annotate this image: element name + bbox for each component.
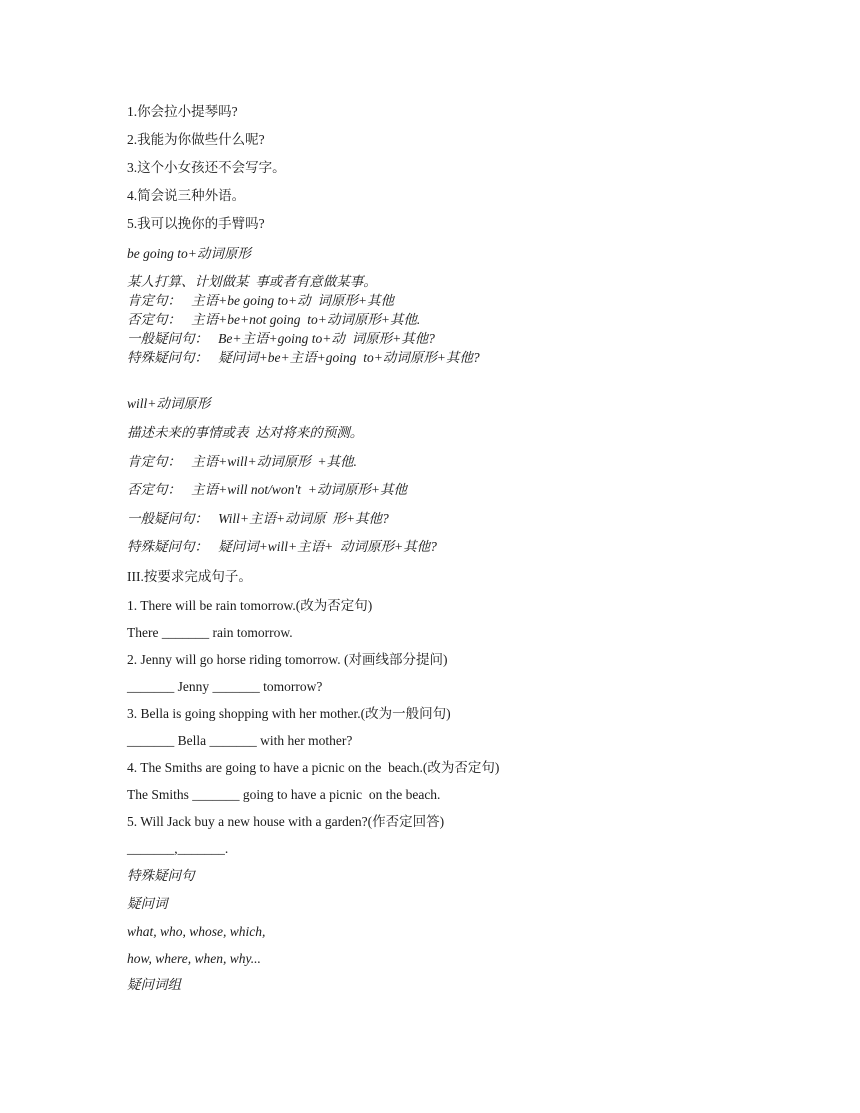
- exercise-question-2: 2. Jenny will go horse riding tomorrow. (对画线部分提问): [127, 652, 448, 667]
- translation-item-4: 4.简会说三种外语。: [127, 188, 246, 203]
- grammar-rule-wh-question: 特殊疑问句： 疑问词+will+主语+ 动词原形+其他?: [127, 539, 437, 554]
- grammar-subheading-question-words: 疑问词: [127, 896, 168, 911]
- grammar-rule-affirmative: 肯定句： 主语+will+动词原形 +其他.: [127, 454, 357, 469]
- exercise-answer-2: _______ Jenny _______ tomorrow?: [127, 679, 323, 694]
- grammar-rule-negative: 否定句： 主语+be+not going to+动词原形+其他.: [127, 312, 421, 327]
- question-words-list: how, where, when, why...: [127, 951, 261, 966]
- grammar-rule-negative: 否定句： 主语+will not/won't +动词原形+其他: [127, 482, 407, 497]
- question-words-list: what, who, whose, which,: [127, 924, 266, 939]
- grammar-heading-wh-questions: 特殊疑问句: [127, 868, 195, 883]
- exercise-question-5: 5. Will Jack buy a new house with a garden?(作否定回答): [127, 814, 445, 829]
- grammar-heading-will: will+动词原形: [127, 396, 211, 411]
- translation-item-1: 1.你会拉小提琴吗?: [127, 104, 238, 119]
- exercise-question-4: 4. The Smiths are going to have a picnic on the beach.(改为否定句): [127, 760, 500, 775]
- grammar-rule-affirmative: 肯定句： 主语+be going to+动 词原形+其他: [127, 293, 394, 308]
- grammar-heading-be-going-to: be going to+动词原形: [127, 246, 251, 261]
- exercise-answer-1: There _______ rain tomorrow.: [127, 625, 293, 640]
- grammar-rule-yes-no-question: 一般疑问句： Be+主语+going to+动 词原形+其他?: [127, 331, 435, 346]
- translation-item-3: 3.这个小女孩还不会写字。: [127, 160, 286, 175]
- exercise-question-1: 1. There will be rain tomorrow.(改为否定句): [127, 598, 373, 613]
- translation-item-5: 5.我可以挽你的手臂吗?: [127, 216, 265, 231]
- exercise-answer-5: _______,_______.: [127, 841, 229, 856]
- grammar-rule-yes-no-question: 一般疑问句： Will+主语+动词原 形+其他?: [127, 511, 389, 526]
- translation-item-2: 2.我能为你做些什么呢?: [127, 132, 265, 147]
- grammar-rule-wh-question: 特殊疑问句： 疑问词+be+主语+going to+动词原形+其他?: [127, 350, 480, 365]
- exercise-answer-4: The Smiths _______ going to have a picnic on the beach.: [127, 787, 441, 802]
- grammar-definition: 某人打算、计划做某 事或者有意做某事。: [127, 274, 377, 289]
- grammar-definition: 描述未来的事情或表 达对将来的预测。: [127, 425, 364, 440]
- section-heading-exercise: III.按要求完成句子。: [127, 569, 252, 584]
- exercise-question-3: 3. Bella is going shopping with her mother.(改为一般问句): [127, 706, 451, 721]
- exercise-answer-3: _______ Bella _______ with her mother?: [127, 733, 353, 748]
- grammar-subheading-question-phrases: 疑问词组: [127, 977, 181, 992]
